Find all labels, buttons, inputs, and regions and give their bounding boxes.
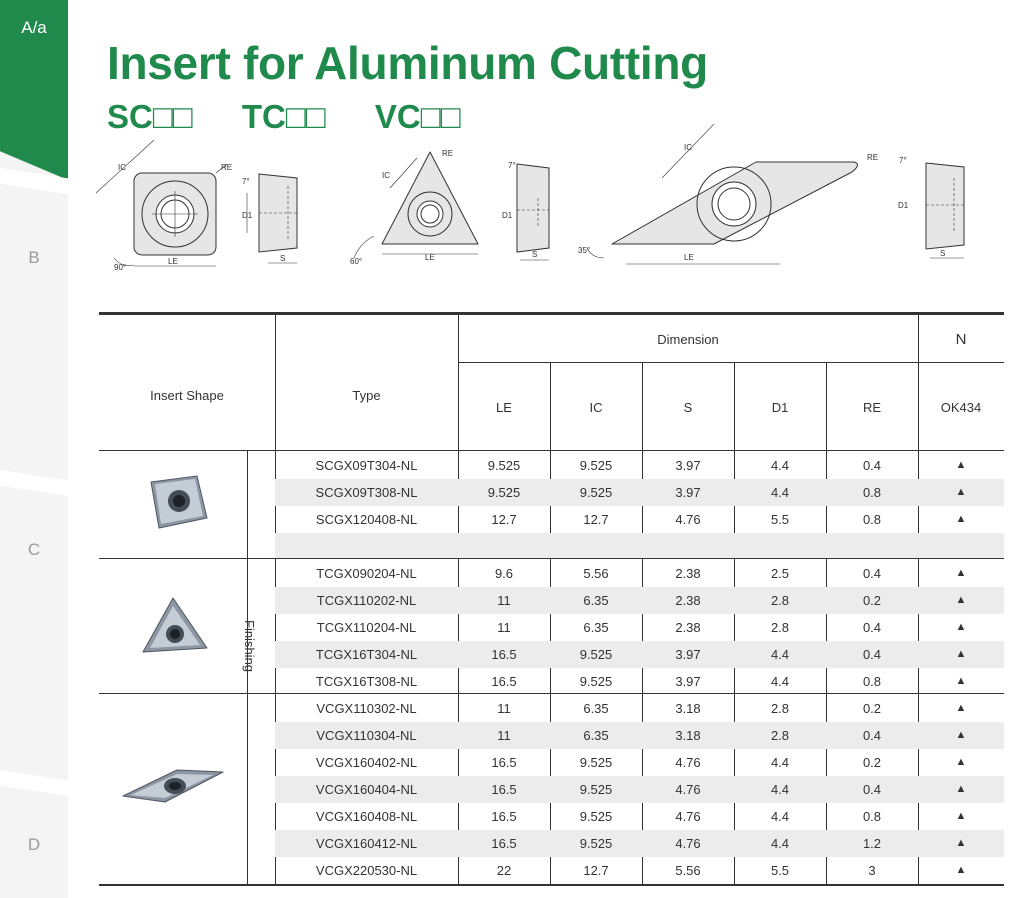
side-tab-c[interactable]: C [27, 540, 41, 559]
cell-ic: 9.525 [579, 782, 613, 797]
label-d1: D1 [502, 211, 513, 220]
label-relief: 7° [242, 177, 250, 186]
cell-ic: 6.35 [583, 620, 609, 635]
cell-s: 4.76 [675, 755, 701, 770]
label-s: S [940, 249, 946, 258]
code-vc: VC□□ [374, 98, 461, 135]
cell-le: 11 [497, 701, 511, 716]
cell-s: 4.76 [675, 809, 701, 824]
table-row [275, 614, 1004, 641]
cell-re: 0.4 [862, 458, 882, 473]
cell-s: 5.56 [675, 863, 701, 878]
table-row [275, 857, 1004, 884]
label-relief: 7° [899, 156, 907, 165]
cell-d1: 2.8 [770, 620, 790, 635]
cell-type: VCGX160412-NL [315, 836, 418, 851]
cell-type: TCGX110204-NL [316, 620, 417, 635]
cell-ic: 6.35 [583, 701, 609, 716]
tab-divider [0, 470, 68, 496]
header-rule [99, 450, 1004, 451]
table-row [275, 668, 1004, 695]
cell-d1: 4.4 [770, 836, 790, 851]
cell-re: 0.4 [862, 566, 882, 581]
table-top-rule [99, 312, 1004, 315]
availability-mark: ▲ [955, 783, 967, 795]
cell-re: 0.4 [862, 782, 882, 797]
header-material-n: N [955, 331, 967, 348]
cell-re: 0.8 [862, 674, 882, 689]
cell-d1: 2.8 [770, 701, 790, 716]
cell-d1: 4.4 [770, 485, 790, 500]
cell-type: TCGX110202-NL [316, 593, 417, 608]
cell-le: 9.6 [494, 566, 514, 581]
availability-mark: ▲ [955, 675, 967, 687]
cell-le: 11 [497, 620, 511, 635]
cell-s: 3.18 [675, 701, 701, 716]
cell-ic: 12.7 [583, 512, 609, 527]
cell-le: 9.525 [487, 485, 521, 500]
table-row [275, 749, 1004, 776]
cell-type: VCGX160402-NL [315, 755, 418, 770]
cell-ic: 6.35 [583, 593, 609, 608]
cell-re: 1.2 [862, 836, 882, 851]
cell-le: 16.5 [491, 809, 517, 824]
cell-d1: 4.4 [770, 647, 790, 662]
availability-mark: ▲ [955, 567, 967, 579]
table-row [275, 722, 1004, 749]
header-insert-shape: Insert Shape [150, 388, 224, 403]
table-row [275, 830, 1004, 857]
label-s: S [280, 254, 286, 263]
cell-type: SCGX09T308-NL [315, 485, 418, 500]
cell-type: SCGX120408-NL [315, 512, 418, 527]
cell-ic: 9.525 [579, 458, 613, 473]
cell-re: 3 [868, 863, 876, 878]
label-d1: D1 [898, 201, 909, 210]
availability-mark: ▲ [955, 594, 967, 606]
label-angle: 35° [578, 246, 591, 255]
cell-le: 11 [497, 593, 511, 608]
cell-le: 16.5 [491, 674, 517, 689]
header-s: S [683, 400, 693, 415]
label-re: RE [442, 149, 454, 158]
cell-s: 3.97 [675, 674, 701, 689]
cell-type: VCGX160404-NL [315, 782, 418, 797]
table-row [275, 803, 1004, 830]
label-angle: 90° [114, 263, 127, 272]
label-re: RE [221, 163, 233, 172]
header-dimension: Dimension [657, 332, 719, 347]
availability-mark: ▲ [955, 702, 967, 714]
cell-type: TCGX16T308-NL [315, 674, 418, 689]
label-s: S [532, 250, 538, 259]
table-row [275, 776, 1004, 803]
cell-re: 0.8 [862, 809, 882, 824]
cell-s: 2.38 [675, 566, 701, 581]
cell-le: 16.5 [491, 782, 517, 797]
header-le: LE [496, 400, 512, 415]
header-type: Type [352, 388, 381, 403]
cell-ic: 9.525 [579, 674, 613, 689]
cell-s: 4.76 [675, 782, 701, 797]
table-bottom-rule [99, 884, 1004, 886]
code-tc: TC□□ [241, 98, 326, 135]
table-row [275, 560, 1004, 587]
tc-insert-image [139, 594, 211, 658]
availability-mark: ▲ [955, 756, 967, 768]
header-grade: OK434 [940, 400, 982, 415]
cell-type: VCGX160408-NL [315, 809, 418, 824]
cell-ic: 12.7 [583, 863, 609, 878]
table-row [275, 479, 1004, 506]
vc-insert-image [119, 766, 225, 806]
code-sc: SC□□ [107, 98, 193, 135]
availability-mark: ▲ [955, 459, 967, 471]
insert-spec-table [99, 312, 1004, 886]
cell-re: 0.2 [862, 701, 882, 716]
header-ic: IC [589, 400, 603, 415]
label-le: LE [425, 253, 435, 262]
cell-type: TCGX16T304-NL [315, 647, 418, 662]
cell-d1: 4.4 [770, 809, 790, 824]
availability-mark: ▲ [955, 513, 967, 525]
cell-d1: 4.4 [770, 674, 790, 689]
cell-ic: 9.525 [579, 836, 613, 851]
cell-s: 4.76 [675, 512, 701, 527]
availability-mark: ▲ [955, 729, 967, 741]
cell-re: 0.2 [862, 593, 882, 608]
cell-re: 0.4 [862, 728, 882, 743]
cell-s: 3.18 [675, 728, 701, 743]
cell-d1: 2.8 [770, 593, 790, 608]
cell-re: 0.8 [862, 512, 882, 527]
label-ic: IC [118, 163, 126, 172]
label-ic: IC [382, 171, 390, 180]
availability-mark: ▲ [955, 648, 967, 660]
cell-ic: 9.525 [579, 485, 613, 500]
cell-type: VCGX110302-NL [316, 701, 417, 716]
sc-insert-image [145, 472, 211, 532]
cell-type: VCGX220530-NL [315, 863, 418, 878]
tab-divider [0, 770, 68, 796]
table-row [275, 641, 1004, 668]
label-d1: D1 [242, 211, 253, 220]
group-rule [99, 558, 1004, 559]
header-d1: D1 [771, 400, 789, 415]
availability-mark: ▲ [955, 864, 967, 876]
label-le: LE [168, 257, 178, 266]
cell-ic: 6.35 [583, 728, 609, 743]
availability-mark: ▲ [955, 486, 967, 498]
rhombic-insert-drawing [587, 124, 964, 264]
cell-ic: 5.56 [583, 566, 609, 581]
label-relief: 7° [508, 161, 516, 170]
table-row [275, 587, 1004, 614]
side-tab-a[interactable]: A/a [21, 18, 47, 37]
label-re: RE [867, 153, 879, 162]
cell-d1: 5.5 [770, 512, 790, 527]
label-ic: IC [684, 143, 692, 152]
square-insert-drawing [96, 140, 297, 266]
cell-le: 16.5 [491, 647, 517, 662]
cell-s: 3.97 [675, 647, 701, 662]
application-label: Finishing [242, 620, 257, 673]
cell-le: 12.7 [491, 512, 517, 527]
label-le: LE [684, 253, 694, 262]
cell-d1: 4.4 [770, 782, 790, 797]
cell-d1: 2.8 [770, 728, 790, 743]
cell-s: 4.76 [675, 836, 701, 851]
cell-type: VCGX110304-NL [316, 728, 417, 743]
cell-s: 2.38 [675, 593, 701, 608]
cell-re: 0.4 [862, 620, 882, 635]
header-rule [458, 362, 1004, 363]
cell-re: 0.8 [862, 485, 882, 500]
availability-mark: ▲ [955, 621, 967, 633]
side-tab-b[interactable]: B [28, 248, 40, 267]
availability-mark: ▲ [955, 837, 967, 849]
cell-s: 3.97 [675, 458, 701, 473]
header-re: RE [862, 400, 882, 415]
label-angle: 60° [350, 257, 363, 266]
cell-s: 2.38 [675, 620, 701, 635]
cell-ic: 9.525 [579, 809, 613, 824]
side-tab-d[interactable]: D [27, 835, 41, 854]
cell-ic: 9.525 [579, 647, 613, 662]
table-row [275, 452, 1004, 479]
cell-re: 0.2 [862, 755, 882, 770]
cell-le: 11 [497, 728, 511, 743]
cell-re: 0.4 [862, 647, 882, 662]
cell-d1: 2.5 [770, 566, 790, 581]
table-row [275, 695, 1004, 722]
availability-mark: ▲ [955, 810, 967, 822]
table-row-filler [275, 533, 1004, 558]
side-tab-strip [0, 0, 68, 898]
page-title: Insert for Aluminum Cutting [107, 37, 708, 89]
cell-d1: 4.4 [770, 458, 790, 473]
insert-technical-drawings [92, 118, 1004, 278]
triangle-insert-drawing [354, 152, 549, 260]
cell-le: 22 [496, 863, 512, 878]
cell-d1: 5.5 [770, 863, 790, 878]
cell-le: 16.5 [491, 836, 517, 851]
cell-le: 16.5 [491, 755, 517, 770]
cell-type: TCGX090204-NL [316, 566, 417, 581]
cell-type: SCGX09T304-NL [315, 458, 418, 473]
table-row [275, 506, 1004, 533]
cell-ic: 9.525 [579, 755, 613, 770]
cell-le: 9.525 [487, 458, 521, 473]
cell-s: 3.97 [675, 485, 701, 500]
cell-d1: 4.4 [770, 755, 790, 770]
